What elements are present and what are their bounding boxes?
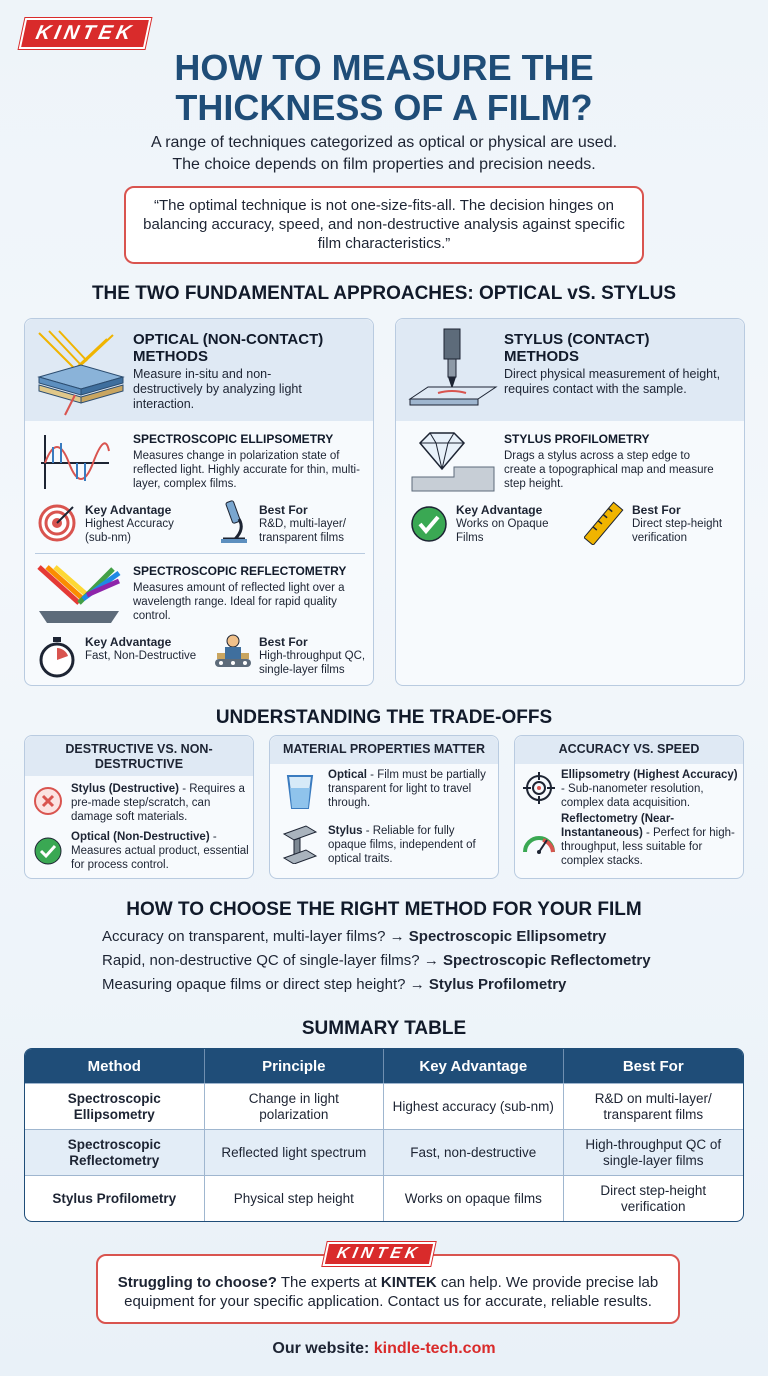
optical-title-line-2: METHODS [133,348,208,365]
website-link[interactable]: kindle-tech.com [373,1340,496,1357]
best-for-value: Direct step-height verification [632,518,723,544]
choose-row [102,927,606,947]
tradeoff-material-card [269,735,499,879]
profilometry-key [456,503,566,545]
arrow-icon: → [423,952,439,969]
optical-title [133,331,363,365]
best-for-value: R&D, multi-layer/ transparent films [259,518,346,544]
ellipsometry-key [85,503,195,545]
item-text: - Reliable for fully opaque films, independent of optical traits. [328,825,476,865]
table-cell: Change in light polarization [205,1083,384,1129]
website-footer [20,1340,748,1358]
table-cell: Physical step height [205,1175,384,1221]
stylus-probe-icon [408,327,498,417]
tradeoff-accuracy-card [514,735,744,879]
checkmark-icon [410,505,448,543]
table-cell: High-throughput QC of single-layer films [564,1129,743,1175]
conveyor-worker-icon [211,631,255,675]
best-for-label: Best For [259,635,308,649]
speedometer-icon [521,826,557,856]
table-cell: Fast, non-destructive [384,1129,563,1175]
key-advantage-value: Fast, Non-Destructive [85,650,197,662]
profilometry-title: STYLUS PROFILOMETRY [504,432,650,446]
x-circle-icon [33,786,63,816]
table-cell: Direct step-height verification [564,1175,743,1221]
tradeoffs-heading: UNDERSTANDING THE TRADE-OFFS [215,707,553,728]
diamond-step-icon [410,429,496,493]
approaches-heading: THE TWO FUNDAMENTAL APPROACHES: OPTICAL vS. STYLUS [91,283,677,304]
tradeoff-destructive-card [24,735,254,879]
divider [35,553,365,554]
item-text: - Requires a pre-made step/scratch, can damage soft materials. [71,783,245,823]
table-header-row [25,1049,743,1083]
website-label: Our website: [272,1340,374,1357]
optical-layers-icon [35,329,127,417]
tradeoff-material-item-2 [328,824,492,866]
optical-title-line-1: OPTICAL (NON-CONTACT) [133,331,324,348]
stylus-title-line-1: STYLUS (CONTACT) [504,331,650,348]
table-cell: Spectroscopic Ellipsometry [25,1083,205,1129]
tradeoff-destructive-title: DESTRUCTIVE VS. NON-DESTRUCTIVE [25,736,253,776]
optical-desc: Measure in-situ and non-destructively by analyzing light interaction. [133,367,302,411]
quote-box: “The optimal technique is not one-size-fits-all. The decision hinges on balancing accuracy, speed, and non-destructive analysis against specific film characteristics.” [124,186,644,264]
cta-text: The experts at [276,1274,381,1291]
key-advantage-label: Key Advantage [456,503,543,517]
table-cell: Reflected light spectrum [205,1129,384,1175]
reflectometry-best [259,635,373,677]
best-for-value: High-throughput QC, single-layer films [259,650,366,676]
column-header: Method [25,1049,205,1083]
tradeoff-destructive-item-1 [71,782,249,824]
summary-table [24,1048,744,1222]
prism-spectrum-icon [35,563,121,625]
check-circle-icon [33,836,63,866]
tradeoff-accuracy-item-2 [561,812,741,868]
choose-heading: HOW TO CHOOSE THE RIGHT METHOD FOR YOUR FILM [126,899,642,920]
steel-beam-icon [280,824,320,864]
stopwatch-icon [37,635,77,679]
item-bold: Optical (Non-Destructive) [71,831,210,843]
wave-graph-icon [39,431,111,493]
crosshair-icon [523,772,555,804]
ellipsometry-desc: Measures change in polarization state of reflected light. Highly accurate for thin, multi-layer, complex films. [133,450,360,490]
profilometry-desc: Drags a stylus across a step edge to create a topographical map and measure step height. [504,450,714,490]
title-line-1: HOW TO MEASURE THE [174,47,594,88]
reflectometry-title: SPECTROSCOPIC REFLECTOMETRY [133,564,347,578]
item-bold: Stylus (Destructive) [71,783,180,795]
profilometry-best [632,503,742,545]
table-row [25,1175,743,1221]
tradeoff-material-item-1 [328,768,492,810]
table-cell: Spectroscopic Reflectometry [25,1129,205,1175]
subtitle-line-1: A range of techniques categorized as optical or physical are used. [150,134,618,151]
target-icon [37,503,77,543]
item-bold: Reflectometry (Near-Instantaneous) [561,813,675,839]
table-cell: R&D on multi-layer/ transparent films [564,1083,743,1129]
item-bold: Ellipsometry (Highest Accuracy) [561,769,738,781]
table-cell: Stylus Profilometry [25,1175,205,1221]
microscope-icon [215,499,251,545]
tradeoff-material-title: MATERIAL PROPERTIES MATTER [270,736,498,764]
page-subtitle [60,132,708,176]
choose-answer: Spectroscopic Reflectometry [442,952,651,969]
choose-row [102,975,566,995]
item-bold: Stylus [328,825,363,837]
choose-question: Rapid, non-destructive QC of single-layer films? [102,952,420,969]
kintek-logo: KINTEK [19,18,152,49]
arrow-icon: → [389,928,405,945]
item-text: - Measures actual product, essential for process control. [71,831,249,871]
arrow-icon: → [409,976,425,993]
column-header: Key Advantage [384,1049,563,1083]
item-text: - Film must be partially transparent for light to travel through. [328,769,486,809]
reflectometry-desc: Measures amount of reflected light over a wavelength range. Ideal for rapid quality control. [133,582,345,622]
column-header: Principle [205,1049,384,1083]
choose-question: Accuracy on transparent, multi-layer films? [102,928,386,945]
page-title [40,48,728,128]
stylus-panel [395,318,745,686]
column-header: Best For [564,1049,743,1083]
optical-panel [24,318,374,686]
stylus-title-line-2: METHODS [504,348,579,365]
ellipsometry-best [259,503,371,545]
ruler-icon [584,501,624,545]
stylus-title [504,331,734,365]
ellipsometry-title: SPECTROSCOPIC ELLIPSOMETRY [133,432,334,446]
choose-row [102,951,651,971]
glass-icon [284,772,316,812]
best-for-label: Best For [632,503,681,517]
key-advantage-label: Key Advantage [85,635,172,649]
table-cell: Works on opaque films [384,1175,563,1221]
item-text: - Sub-nanometer resolution, complex data acquisition. [561,783,704,809]
tradeoff-accuracy-title: ACCURACY VS. SPEED [515,736,743,764]
summary-heading: SUMMARY TABLE [301,1018,467,1039]
cta-text: can help. We provide precise lab equipment for your specific application. Contact us for accurate, reliable results. [124,1274,659,1310]
item-text: - Perfect for high-throughput, less suitable for complex stacks. [561,827,735,867]
kintek-logo: KINTEK [322,1242,435,1266]
table-row [25,1129,743,1175]
choose-answer: Spectroscopic Ellipsometry [408,928,607,945]
stylus-desc: Direct physical measurement of height, requires contact with the sample. [504,367,721,396]
choose-answer: Stylus Profilometry [428,976,567,993]
subtitle-line-2: The choice depends on film properties and precision needs. [172,156,596,173]
item-bold: Optical [328,769,367,781]
table-cell: Highest accuracy (sub-nm) [384,1083,563,1129]
best-for-label: Best For [259,503,308,517]
tradeoff-accuracy-item-1 [561,768,741,810]
tradeoff-destructive-item-2 [71,830,251,872]
key-advantage-value: Works on Opaque Films [456,518,549,544]
key-advantage-label: Key Advantage [85,503,172,517]
reflectometry-key [85,635,205,663]
table-row [25,1083,743,1129]
cta-bold: Struggling to choose? [117,1274,277,1291]
cta-brand: KINTEK [380,1274,437,1291]
key-advantage-value: Highest Accuracy (sub-nm) [85,518,174,544]
title-line-2: THICKNESS OF A FILM? [175,87,593,128]
choose-question: Measuring opaque films or direct step height? [102,976,406,993]
